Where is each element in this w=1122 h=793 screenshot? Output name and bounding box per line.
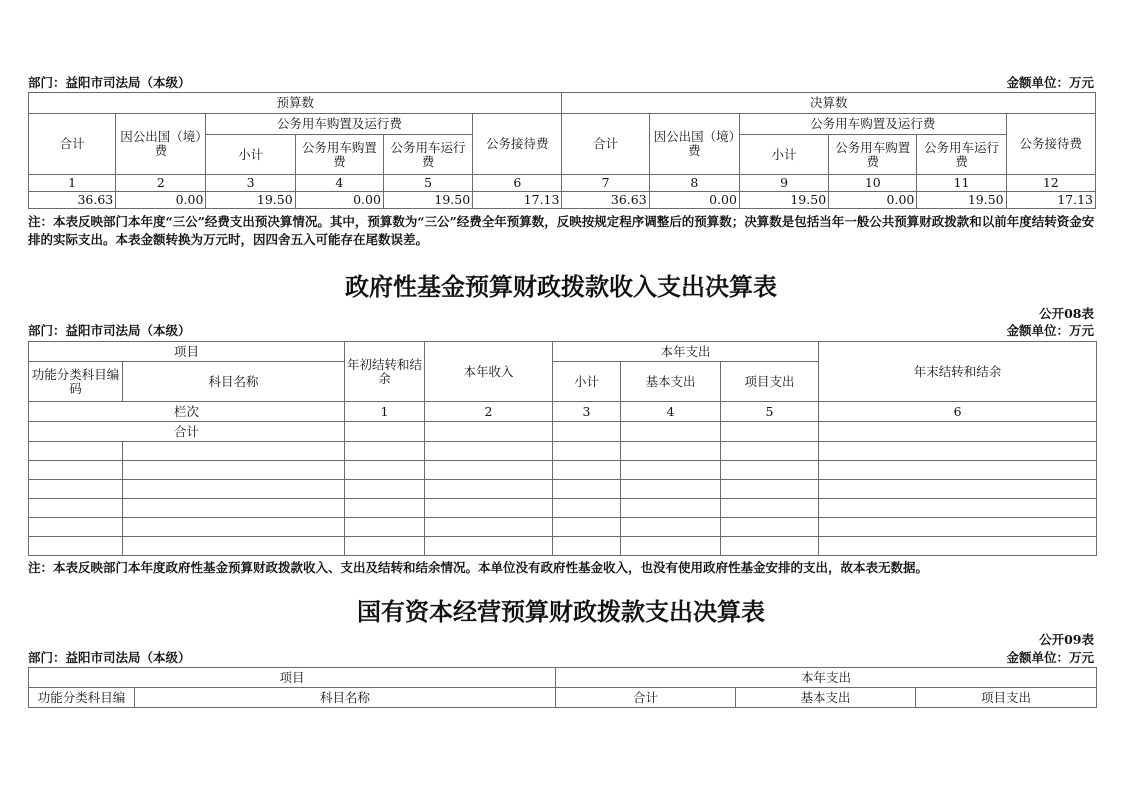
value-cell: 0.00: [649, 192, 739, 209]
value-cell: 0.00: [295, 192, 383, 209]
table-row: [29, 537, 1097, 556]
empty-cell: [123, 518, 345, 537]
final-abroad-header: 因公出国（境）费: [649, 114, 739, 175]
empty-cell: [425, 442, 553, 461]
empty-cell: [721, 442, 819, 461]
empty-cell: [721, 480, 819, 499]
empty-cell: [721, 422, 819, 442]
empty-cell: [553, 442, 621, 461]
col-number: 6: [819, 402, 1097, 422]
empty-cell: [553, 461, 621, 480]
value-cell: 19.50: [917, 192, 1006, 209]
empty-cell: [553, 537, 621, 556]
note-1: 注：本表反映部门本年度“三公”经费支出预决算情况。其中，预算数为“三公”经费全年预算数，反映按规定程序调整后的预算数；决算数是包括当年一般公共预算财政拨款和以前年度结转资金安排的实际支出。本表金额转换为万元时，因四舍五入可能存在尾数误差。: [28, 214, 1095, 247]
empty-cell: [621, 442, 721, 461]
table-row: [29, 518, 1097, 537]
table-row: [29, 499, 1097, 518]
begin-balance-header: 年初结转和结余: [345, 342, 425, 402]
empty-cell: [123, 537, 345, 556]
empty-cell: [819, 422, 1097, 442]
empty-cell: [29, 518, 123, 537]
col-number: 9: [739, 175, 828, 192]
expense-header: 本年支出: [556, 668, 1097, 688]
col-number: 2: [425, 402, 553, 422]
name-header: 科目名称: [135, 688, 556, 708]
empty-cell: [621, 422, 721, 442]
col-number: 10: [829, 175, 917, 192]
empty-cell: [425, 461, 553, 480]
total-row: [29, 422, 1097, 442]
empty-cell: [123, 442, 345, 461]
note-2: 注：本表反映部门本年度政府性基金预算财政拨款收入、支出及结转和结余情况。本单位没有政府性基金收入，也没有使用政府性基金安排的支出，故本表无数据。: [28, 560, 929, 575]
empty-cell: [721, 537, 819, 556]
col-number: 5: [721, 402, 819, 422]
budget-header: 预算数: [29, 93, 562, 114]
item-header: 项目: [29, 668, 556, 688]
item-header: 项目: [29, 342, 345, 362]
empty-cell: [345, 537, 425, 556]
value-cell: 19.50: [206, 192, 295, 209]
code-header: 功能分类科目编码: [29, 362, 123, 402]
empty-cell: [553, 518, 621, 537]
subtotal-header: 小计: [553, 362, 621, 402]
empty-cell: [425, 518, 553, 537]
three-public-expense-table: [28, 92, 1096, 209]
empty-cell: [819, 499, 1097, 518]
empty-cell: [721, 499, 819, 518]
budget-vehicle-run-header: 公务用车运行费: [383, 135, 472, 175]
empty-cell: [425, 480, 553, 499]
gov-fund-table: [28, 341, 1097, 556]
col-number: 11: [917, 175, 1006, 192]
empty-cell: [123, 461, 345, 480]
empty-cell: [345, 499, 425, 518]
basic-expense-header: 基本支出: [621, 362, 721, 402]
dept-label-2: 部门：益阳市司法局（本级）: [28, 323, 191, 338]
empty-cell: [621, 461, 721, 480]
empty-cell: [819, 480, 1097, 499]
empty-cell: [29, 499, 123, 518]
budget-reception-header: 公务接待费: [473, 114, 562, 175]
empty-cell: [123, 480, 345, 499]
empty-cell: [819, 442, 1097, 461]
col-number: 8: [649, 175, 739, 192]
empty-cell: [621, 499, 721, 518]
budget-total-header: 合计: [29, 114, 116, 175]
table-code-09: 公开09表: [1039, 632, 1094, 647]
table-row: [29, 461, 1097, 480]
dept-label-3: 部门：益阳市司法局（本级）: [28, 650, 191, 665]
value-cell: 19.50: [739, 192, 828, 209]
unit-label-2: 金额单位：万元: [1006, 323, 1094, 338]
empty-cell: [721, 461, 819, 480]
final-vehicle-group-header: 公务用车购置及运行费: [739, 114, 1006, 135]
table-row: [29, 442, 1097, 461]
col-number: 4: [621, 402, 721, 422]
col-number: 3: [206, 175, 295, 192]
empty-cell: [621, 480, 721, 499]
final-total-header: 合计: [562, 114, 649, 175]
empty-cell: [345, 480, 425, 499]
col-number: 7: [562, 175, 649, 192]
state-capital-table: [28, 667, 1097, 708]
budget-subtotal-header: 小计: [206, 135, 295, 175]
table-row: [29, 480, 1097, 499]
empty-cell: [123, 499, 345, 518]
empty-cell: [819, 518, 1097, 537]
empty-cell: [345, 461, 425, 480]
col-number: 3: [553, 402, 621, 422]
budget-vehicle-purchase-header: 公务用车购置费: [295, 135, 383, 175]
empty-cell: [553, 422, 621, 442]
empty-cell: [345, 442, 425, 461]
empty-cell: [721, 518, 819, 537]
column-number-row: [29, 402, 1097, 422]
title-state-capital-table: 国有资本经营预算财政拨款支出决算表: [357, 598, 765, 626]
col-number: 6: [473, 175, 562, 192]
empty-cell: [819, 461, 1097, 480]
empty-cell: [819, 537, 1097, 556]
name-header: 科目名称: [123, 362, 345, 402]
expense-header: 本年支出: [553, 342, 819, 362]
total-header: 合计: [556, 688, 736, 708]
col-number: 12: [1006, 175, 1095, 192]
empty-cell: [345, 422, 425, 442]
value-cell: 36.63: [29, 192, 116, 209]
empty-cell: [425, 422, 553, 442]
unit-label-1: 金额单位：万元: [1006, 75, 1094, 90]
final-vehicle-purchase-header: 公务用车购置费: [829, 135, 917, 175]
value-cell: 17.13: [473, 192, 562, 209]
value-row: [29, 192, 1096, 209]
final-vehicle-run-header: 公务用车运行费: [917, 135, 1006, 175]
empty-cell: [29, 537, 123, 556]
budget-vehicle-group-header: 公务用车购置及运行费: [206, 114, 473, 135]
budget-abroad-header: 因公出国（境）费: [116, 114, 206, 175]
value-cell: 17.13: [1006, 192, 1095, 209]
dept-label-1: 部门：益阳市司法局（本级）: [28, 75, 191, 90]
empty-cell: [621, 537, 721, 556]
value-cell: 0.00: [116, 192, 206, 209]
project-expense-header: 项目支出: [916, 688, 1097, 708]
empty-cell: [29, 461, 123, 480]
basic-expense-header: 基本支出: [736, 688, 916, 708]
empty-cell: [553, 480, 621, 499]
col-number: 2: [116, 175, 206, 192]
col-number: 1: [345, 402, 425, 422]
title-gov-fund-table: 政府性基金预算财政拨款收入支出决算表: [345, 273, 777, 301]
project-expense-header: 项目支出: [721, 362, 819, 402]
col-number: 1: [29, 175, 116, 192]
row-index-label: 栏次: [29, 402, 345, 422]
value-cell: 0.00: [829, 192, 917, 209]
empty-cell: [29, 480, 123, 499]
total-label: 合计: [29, 422, 345, 442]
empty-cell: [345, 518, 425, 537]
final-subtotal-header: 小计: [739, 135, 828, 175]
empty-cell: [425, 499, 553, 518]
empty-cell: [29, 442, 123, 461]
column-number-row: [29, 175, 1096, 192]
unit-label-3: 金额单位：万元: [1006, 650, 1094, 665]
final-header: 决算数: [562, 93, 1096, 114]
empty-cell: [553, 499, 621, 518]
col-number: 4: [295, 175, 383, 192]
empty-cell: [425, 537, 553, 556]
code-header: 功能分类科目编: [29, 688, 135, 708]
col-number: 5: [383, 175, 472, 192]
end-balance-header: 年末结转和结余: [819, 342, 1097, 402]
table-code-08: 公开08表: [1039, 306, 1094, 321]
empty-cell: [621, 518, 721, 537]
final-reception-header: 公务接待费: [1006, 114, 1095, 175]
income-header: 本年收入: [425, 342, 553, 402]
value-cell: 36.63: [562, 192, 649, 209]
value-cell: 19.50: [383, 192, 472, 209]
